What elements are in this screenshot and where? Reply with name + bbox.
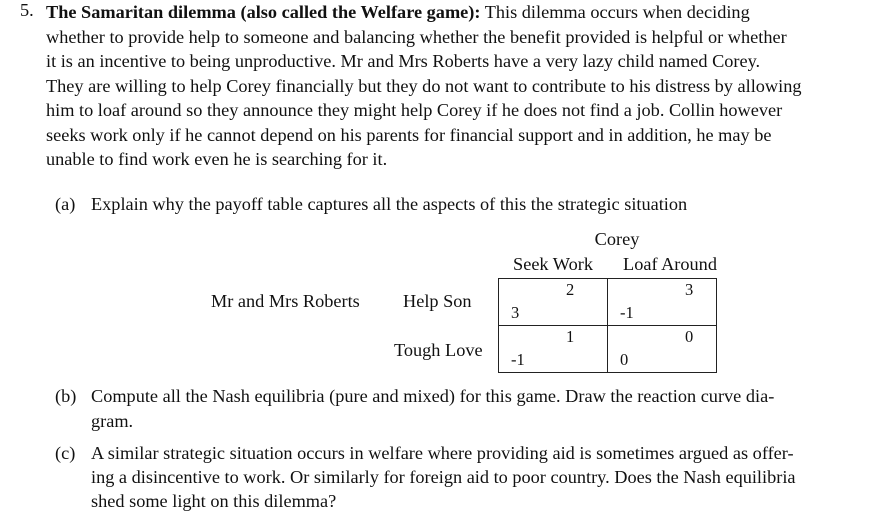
payoff-cell-help-loaf [608, 279, 717, 326]
payoff-row-tough-love [499, 326, 717, 373]
part-a-text: Explain why the payoff table captures all the aspects of this the strategic situation [91, 194, 688, 214]
problem-line-4: him to loaf around so they announce they might help Corey if he does not find a job. Collin however [46, 100, 783, 120]
payoff-row-value: 3 [511, 303, 520, 322]
col-player-label: Corey [594, 229, 640, 249]
part-c-line-1: ing a disincentive to work. Or similarly for foreign aid to poor country. Does the Nash equilibria [91, 467, 796, 487]
payoff-row-value: -1 [620, 303, 634, 322]
row-strategy-tough-love: Tough Love [394, 340, 483, 360]
part-b-line-1: gram. [91, 411, 134, 431]
payoff-row-help-son [499, 279, 717, 326]
payoff-cell-tough-seek [499, 326, 608, 373]
payoff-col-value: 2 [566, 280, 575, 299]
problem-line-1: whether to provide help to someone and balancing whether the benefit provided is helpful or whether [46, 26, 787, 47]
row-player-label: Mr and Mrs Roberts [211, 291, 360, 311]
problem-first-line [46, 0, 750, 25]
problem-line-3: They are willing to help Corey financially but they do not want to contribute to his distress by allowing [46, 75, 802, 96]
part-c-label: (c) [55, 443, 76, 463]
problem-line-0: This dilemma occurs when deciding [480, 2, 750, 22]
problem-number: 5. [20, 0, 34, 20]
col-strategy-loaf-around: Loaf Around [623, 254, 717, 274]
payoff-cell-tough-loaf [608, 326, 717, 373]
part-b-line-0: Compute all the Nash equilibria (pure and mixed) for this game. Draw the reaction curve dia- [91, 386, 775, 406]
payoff-col-value: 3 [685, 280, 694, 299]
problem-title: The Samaritan dilemma (also called the Welfare game): [46, 2, 481, 22]
part-a-label: (a) [55, 194, 76, 214]
payoff-row-value: -1 [511, 350, 525, 369]
part-c-line-2: shed some light on this dilemma? [91, 491, 337, 511]
payoff-cell-help-seek [499, 279, 608, 326]
payoff-col-value: 0 [685, 327, 694, 346]
part-b-label: (b) [55, 386, 77, 406]
payoff-col-value: 1 [566, 327, 575, 346]
row-strategy-help-son: Help Son [403, 291, 472, 311]
payoff-row-value: 0 [620, 350, 629, 369]
problem-line-2: it is an incentive to being unproductive. Mr and Mrs Roberts have a very lazy child named Corey. [46, 51, 761, 71]
problem-line-5: seeks work only if he cannot depend on his parents for financial support and in addition, he may be [46, 124, 772, 145]
part-c-line-0: A similar strategic situation occurs in welfare where providing aid is sometimes argued as offer- [91, 443, 794, 463]
payoff-table [498, 278, 717, 373]
problem-line-6: unable to find work even he is searching for it. [46, 149, 388, 169]
col-strategy-seek-work: Seek Work [513, 254, 593, 274]
